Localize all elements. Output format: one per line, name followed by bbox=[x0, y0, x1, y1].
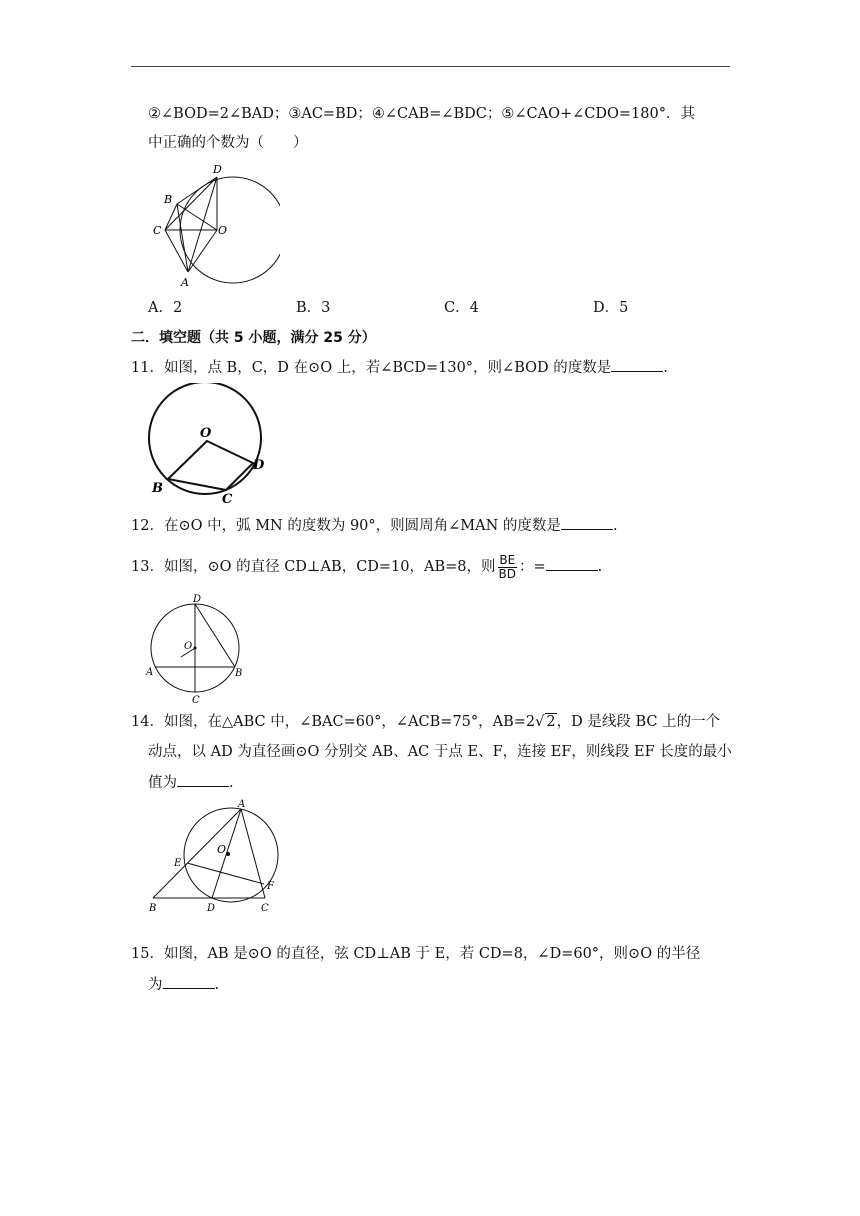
q10-choice-a: A．2 bbox=[148, 300, 183, 316]
q13-frac-num: BE bbox=[499, 552, 516, 567]
q11-label-d: D bbox=[253, 458, 265, 473]
q14-line2: 动点，以 AD 为直径画⊙O 分别交 AB、AC 于点 E、F，连接 EF，则线段 EF 长度的最小 bbox=[148, 744, 732, 760]
q13-fraction bbox=[498, 554, 517, 581]
q15-line2-before: 为 bbox=[148, 977, 163, 993]
q14-figure bbox=[143, 797, 288, 915]
q10-line1: ②∠BOD=2∠BAD；③AC=BD；④∠CAB=∠BDC；⑤∠CAO+∠CDO=180°．其 bbox=[148, 106, 695, 122]
q10-label-c: C bbox=[153, 224, 162, 237]
q14-line1-after: ，D 是线段 BC 上的一个 bbox=[556, 714, 721, 730]
q13-text-mid: ：= bbox=[519, 559, 546, 575]
q13-label-o: O bbox=[184, 641, 193, 652]
q13-label-d: D bbox=[193, 594, 202, 605]
q11-text bbox=[131, 357, 668, 378]
q10-line2: 中正确的个数为（ ） bbox=[148, 135, 308, 151]
q14-line1 bbox=[131, 712, 720, 732]
q10-label-b: B bbox=[164, 193, 173, 206]
q14-line3-after: . bbox=[229, 775, 234, 791]
q14-label-c: C bbox=[261, 903, 269, 914]
q13-text bbox=[131, 553, 602, 581]
q14-sqrt-value: 2 bbox=[546, 714, 556, 730]
q15-line1: 15．如图，AB 是⊙O 的直径，弦 CD⊥AB 于 E，若 CD=8，∠D=60°，则⊙O 的半径 bbox=[131, 946, 701, 962]
q14-label-a: A bbox=[238, 799, 246, 810]
q13-figure bbox=[143, 593, 258, 705]
q15-line2-after: . bbox=[214, 977, 220, 993]
q14-answer-blank bbox=[177, 772, 229, 787]
q10-label-a: A bbox=[181, 276, 189, 289]
q13-label-c: C bbox=[192, 695, 200, 705]
q13-label-a: A bbox=[146, 667, 154, 678]
q12-text bbox=[131, 515, 618, 536]
q13-label-b: B bbox=[235, 668, 243, 679]
q14-label-d: D bbox=[207, 903, 216, 914]
q11-text-before: 11．如图，点 B，C，D 在⊙O 上，若∠BCD=130°，则∠BOD 的度数是 bbox=[131, 360, 612, 376]
q14-label-f: F bbox=[267, 881, 274, 892]
q11-label-c: C bbox=[222, 492, 233, 507]
q10-choice-d: D．5 bbox=[593, 300, 629, 316]
q13-text-after: . bbox=[597, 559, 603, 575]
q10-label-d: D bbox=[213, 163, 222, 176]
q14-line3 bbox=[148, 772, 234, 793]
q14-line1-before: 14．如图，在△ABC 中，∠BAC=60°，∠ACB=75°，AB=2 bbox=[131, 714, 536, 730]
q14-line3-before: 值为 bbox=[148, 775, 177, 791]
q10-choice-c: C．4 bbox=[444, 300, 479, 316]
q13-text-before: 13．如图，⊙O 的直径 CD⊥AB，CD=10，AB=8，则 bbox=[131, 559, 496, 575]
q12-text-before: 12．在⊙O 中，弧 MN 的度数为 90°，则圆周角∠MAN 的度数是 bbox=[131, 518, 561, 534]
q10-choice-b: B．3 bbox=[296, 300, 331, 316]
q13-answer-blank bbox=[546, 556, 598, 571]
q15-answer-blank bbox=[163, 974, 215, 989]
q11-answer-blank bbox=[611, 357, 663, 372]
q12-text-after: . bbox=[612, 518, 618, 534]
q10-label-o: O bbox=[218, 224, 228, 237]
section2-title: 二．填空题（共 5 小题，满分 25 分） bbox=[131, 330, 376, 346]
q11-label-b: B bbox=[152, 481, 163, 496]
q11-figure bbox=[140, 383, 280, 508]
q14-label-b: B bbox=[149, 903, 157, 914]
q13-frac-den: BD bbox=[498, 566, 516, 581]
q14-sqrt-sign: √ bbox=[535, 714, 545, 730]
q11-text-after: . bbox=[663, 360, 668, 376]
q14-label-e: E bbox=[174, 858, 182, 869]
q10-figure bbox=[145, 160, 280, 290]
header-rule bbox=[131, 66, 730, 67]
q12-answer-blank bbox=[561, 515, 613, 530]
q11-label-o: O bbox=[200, 426, 212, 441]
q14-label-o: O bbox=[217, 843, 227, 856]
q15-line2 bbox=[148, 974, 219, 995]
